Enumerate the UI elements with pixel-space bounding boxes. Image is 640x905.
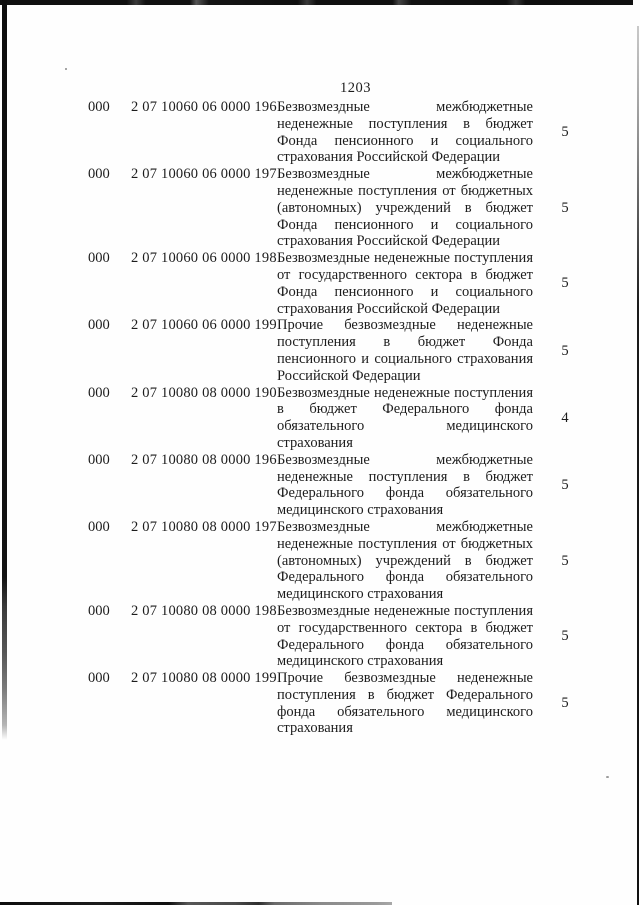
table-row xyxy=(88,670,600,737)
description-cell: Безвозмездные межбюджетные неденежные поступления от бюджетных (автономных) учреждений в бюджет Фонда пенсионного и социального страхования Российской Федерации xyxy=(277,166,533,250)
admin-code-cell: 000 xyxy=(88,317,110,334)
table-row xyxy=(88,519,600,603)
admin-code-cell: 000 xyxy=(88,99,110,115)
admin-code-cell: 000 xyxy=(88,384,110,401)
description-cell: Прочие безвозмездные неденежные поступления в бюджет Фонда пенсионного и социального страхования Российской Федерации xyxy=(277,317,533,384)
table-row xyxy=(88,166,600,250)
classification-code-cell: 2 07 10060 06 0000 199 xyxy=(131,317,277,334)
norm-value-cell: 5 xyxy=(561,695,569,712)
admin-code-cell: 000 xyxy=(88,518,110,535)
description-cell: Прочие безвозмездные неденежные поступления в бюджет Федерального фонда обязательного медицинского страхования xyxy=(277,670,533,737)
table-row xyxy=(88,603,600,670)
classification-code-cell: 2 07 10060 06 0000 197 xyxy=(131,166,277,183)
admin-code-cell: 000 xyxy=(88,166,110,183)
description-cell: Безвозмездные межбюджетные неденежные поступления от бюджетных (автономных) учреждений в бюджет Федерального фонда обязательного медицинского страхования xyxy=(277,518,533,603)
classification-code-cell: 2 07 10080 08 0000 197 xyxy=(131,518,277,535)
scan-edge-right xyxy=(637,26,640,905)
admin-code-cell: 000 xyxy=(88,670,110,687)
scan-edge-bottom xyxy=(0,902,392,905)
description-cell: Безвозмездные неденежные поступления в бюджет Федерального фонда обязательного медицинского страхования xyxy=(277,384,533,451)
table-row xyxy=(88,452,600,519)
norm-value-cell: 4 xyxy=(561,409,569,426)
classification-code-cell: 2 07 10060 06 0000 196 xyxy=(131,99,277,115)
classification-code-cell: 2 07 10080 08 0000 190 xyxy=(131,384,277,401)
description-cell: Безвозмездные межбюджетные неденежные поступления в бюджет Федерального фонда обязательного медицинского страхования xyxy=(277,451,533,519)
admin-code-cell: 000 xyxy=(88,451,110,468)
classification-code-cell: 2 07 10080 08 0000 199 xyxy=(131,670,277,687)
norm-value-cell: 5 xyxy=(561,342,569,359)
table-row xyxy=(88,99,600,166)
description-cell: Безвозмездные межбюджетные неденежные поступления в бюджет Фонда пенсионного и социального страхования Российской Федерации xyxy=(277,99,533,166)
classification-code-cell: 2 07 10080 08 0000 196 xyxy=(131,451,277,468)
description-cell: Безвозмездные неденежные поступления от государственного сектора в бюджет Фонда пенсионного и социального страхования Российской Федерации xyxy=(277,250,533,317)
page-number: 1203 xyxy=(340,80,371,96)
scan-edge-top xyxy=(0,0,633,5)
norm-value-cell: 5 xyxy=(561,124,569,141)
scan-edge-left xyxy=(2,0,7,740)
norm-value-cell: 5 xyxy=(561,628,569,645)
classification-code-cell: 2 07 10060 06 0000 198 xyxy=(131,250,277,267)
scan-speck xyxy=(606,776,609,778)
norm-value-cell: 5 xyxy=(561,275,569,292)
admin-code-cell: 000 xyxy=(88,250,110,267)
table-row xyxy=(88,250,600,317)
scan-speck xyxy=(65,68,67,70)
classification-code-cell: 2 07 10080 08 0000 198 xyxy=(131,602,277,619)
table-row xyxy=(88,317,600,384)
table-row xyxy=(88,385,600,452)
admin-code-cell: 000 xyxy=(88,602,110,619)
norm-value-cell: 5 xyxy=(561,476,569,493)
norm-value-cell: 5 xyxy=(561,199,569,216)
norm-value-cell: 5 xyxy=(561,552,569,569)
budget-code-table xyxy=(88,99,600,737)
description-cell: Безвозмездные неденежные поступления от государственного сектора в бюджет Федерального фонда обязательного медицинского страхования xyxy=(277,602,533,670)
